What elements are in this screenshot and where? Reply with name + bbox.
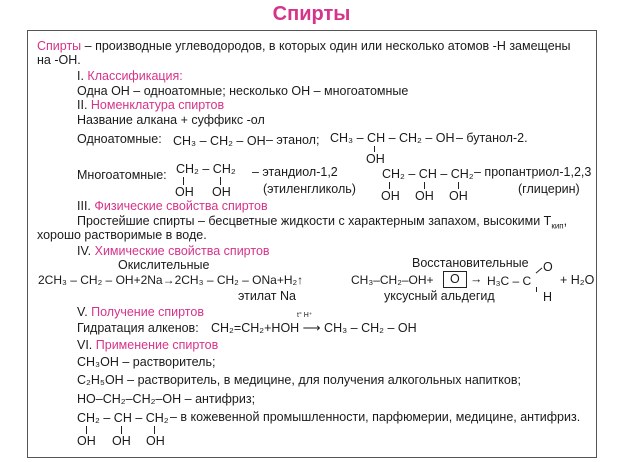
use-methanol: CH₃OH – растворитель; (77, 355, 216, 369)
naming-rule: Название алкана + суффикс -ол (77, 113, 265, 127)
ethanediol-common-name: (этиленгликоль) (263, 182, 356, 196)
monoatomic-label: Одноатомные: (77, 132, 162, 146)
glycerol-bond-3 (154, 426, 155, 434)
glycerol-bond-1 (86, 426, 87, 434)
aldehyde-name: уксусный альдегид (384, 289, 495, 303)
propanetriol-bond-1 (389, 182, 390, 189)
reaction-arrow: → (470, 272, 483, 286)
use-glycerol-text: – в кожевенной промышленности, парфюмерии, медицине, антифриз. (170, 410, 581, 424)
ethylate-label: этилат Na (238, 289, 296, 303)
section-6-title: Применение спиртов (95, 338, 219, 352)
section-2-heading (77, 98, 224, 113)
ethanediol-bond-2 (220, 177, 221, 185)
section-3-title: Физические свойства спиртов (94, 199, 268, 213)
section-1-number: I. (77, 69, 88, 83)
section-6-number: VI. (77, 338, 96, 352)
propanetriol-name: – пропантриол-1,2,3 (474, 165, 592, 179)
glycerol-oh-1: OH (77, 434, 96, 448)
section-5-title: Получение спиртов (91, 305, 204, 319)
section-5-heading (77, 305, 204, 320)
propanetriol-bond-2 (424, 182, 425, 189)
intro-text: – производные углеводородов, в которых один или несколько атомов -Н замещены (81, 39, 571, 53)
page-title: Спирты (272, 3, 351, 25)
butanol-formula: CH₃ – CH – CH₂ – OH (330, 131, 455, 145)
physical-props-comma: , (563, 214, 568, 228)
boiling-subscript: кип (551, 221, 564, 231)
ethanediol-oh-2: OH (212, 185, 231, 199)
use-ethylene-glycol: HO–CH₂–CH₂–OH – антифриз; (77, 392, 256, 406)
section-5-number: V. (77, 305, 92, 319)
propanetriol-oh-3: OH (449, 189, 468, 203)
section-3-number: III. (77, 199, 95, 213)
section-4-number: IV. (77, 244, 95, 258)
aldehyde-h-bond (536, 287, 537, 292)
section-6-heading (77, 338, 218, 353)
aldehyde-hydrogen: H (543, 290, 553, 304)
butanol-oh: OH (366, 152, 385, 166)
propanetriol-common-name: (глицерин) (518, 182, 580, 196)
aldehyde-oxygen: O (543, 260, 553, 274)
reductive-label: Восстановительные (412, 256, 529, 270)
oxidant-symbol: O (450, 272, 460, 286)
section-2-title: Номенклатура спиртов (90, 98, 225, 112)
section-4-heading (77, 244, 270, 259)
reaction-conditions: t° H⁺ (297, 312, 313, 319)
section-1-text: Одна ОН – одноатомные; несколько ОН – многоатомные (77, 84, 409, 98)
ethanediol-oh-1: OH (175, 185, 194, 199)
water-product: + H₂O (560, 273, 595, 287)
propanetriol-formula: CH₂ – CH – CH₂ (382, 167, 474, 181)
propanetriol-bond-3 (458, 182, 459, 189)
ethanol-formula: CH₃ – CH₂ – OH (173, 134, 266, 148)
ethanediol-name: – этандиол-1,2 (252, 165, 338, 179)
aldehyde-formula: H₃C – C (487, 274, 532, 288)
intro-line-2: на -ОН. (37, 53, 81, 67)
butanol-name: – бутанол-2. (456, 131, 528, 145)
propanetriol-oh-2: OH (415, 189, 434, 203)
intro-line-1 (37, 39, 571, 54)
glycerol-oh-2: OH (112, 434, 131, 448)
polyatomic-label: Многоатомные: (77, 168, 167, 182)
use-glycerol-formula: CH₂ – CH – CH₂ (77, 411, 169, 425)
hydration-reaction: CH₂=CH₂+HOH ⟶ CH₃ – CH₂ – OH (211, 321, 417, 335)
use-ethanol: C₂H₅OH – растворитель, в медицине, для получения алкогольных напитков; (77, 373, 521, 387)
glycerol-bond-2 (121, 426, 122, 434)
section-1-title: Классификация: (87, 69, 183, 83)
glycerol-oh-3: OH (146, 434, 165, 448)
reaction-sodium: 2CH₃ – CH₂ – OH+2Na→2CH₃ – CH₂ – ONa+H₂↑ (38, 273, 304, 287)
section-4-title: Химические свойства спиртов (94, 244, 270, 258)
section-2-number: II. (77, 98, 91, 112)
intro-term: Спирты (37, 39, 82, 53)
hydration-label: Гидратация алкенов: (77, 321, 199, 335)
propanetriol-oh-1: OH (381, 189, 400, 203)
ethanediol-formula: CH₂ – CH₂ (176, 162, 236, 176)
physical-props-line-1 (77, 214, 567, 229)
physical-props-text: Простейшие спирты – бесцветные жидкости с характерным запахом, высокими T (77, 214, 552, 228)
section-1-heading (77, 69, 183, 84)
oxidative-label: Окислительные (118, 258, 210, 272)
physical-props-line-2: хорошо растворимые в воде. (37, 228, 207, 242)
reaction-oxidation-left: CH₃–CH₂–OH+ (351, 273, 434, 287)
ethanediol-bond-1 (183, 177, 184, 185)
ethanol-name: – этанол; (266, 133, 320, 147)
section-3-heading (77, 199, 268, 214)
